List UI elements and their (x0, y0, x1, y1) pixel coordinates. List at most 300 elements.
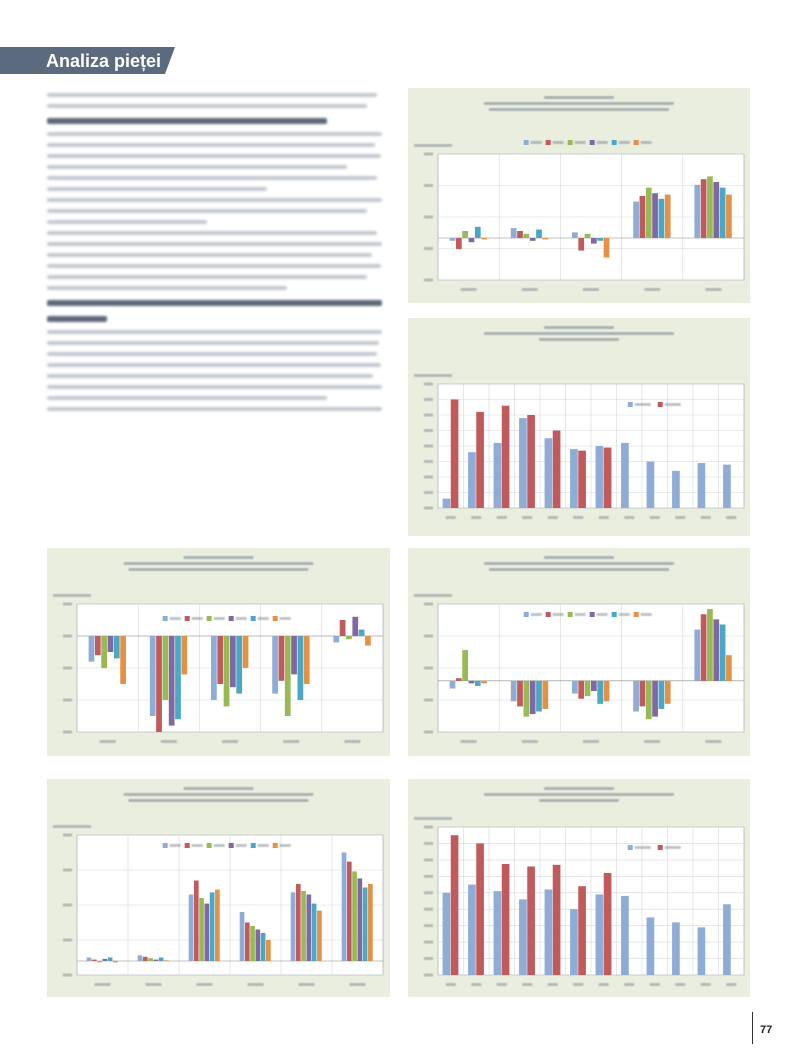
legend-swatch (163, 843, 168, 848)
body-text-column (47, 86, 387, 418)
bar (701, 179, 707, 238)
bar (652, 193, 658, 238)
chart-title-blur (484, 793, 674, 796)
chart-title-blur (129, 799, 309, 802)
unit-label-blur (414, 374, 452, 377)
bar (523, 681, 529, 717)
bar (154, 960, 159, 961)
bar (298, 636, 304, 700)
y-tick-label (63, 667, 72, 670)
bar (646, 681, 652, 719)
chart-title-blur (539, 338, 619, 341)
chart-1-svg (408, 88, 750, 303)
y-tick-label (424, 445, 433, 448)
legend-swatch (229, 843, 234, 848)
bar (720, 188, 726, 238)
bar (536, 230, 542, 238)
bar (365, 636, 371, 646)
x-tick-label (350, 983, 366, 986)
bar (707, 609, 713, 681)
legend-label (641, 613, 652, 616)
bar (585, 234, 591, 238)
bar (585, 681, 591, 696)
y-tick-label (424, 184, 433, 187)
x-tick-label (497, 516, 507, 519)
legend-swatch (634, 140, 639, 145)
bar (347, 862, 352, 961)
bar (553, 431, 561, 509)
y-tick-label (424, 429, 433, 432)
x-tick-label (146, 983, 162, 986)
legend-label (553, 613, 564, 616)
bar (665, 195, 671, 238)
bar (530, 681, 536, 714)
bar (363, 888, 368, 962)
unit-label-blur (53, 594, 91, 597)
bar (236, 636, 242, 694)
legend-label (619, 141, 630, 144)
bar (261, 933, 266, 961)
y-tick-label (424, 460, 433, 463)
x-tick-label (522, 740, 538, 743)
x-tick-label (446, 983, 456, 986)
unit-label-blur (53, 825, 91, 828)
bar (707, 176, 713, 238)
legend-swatch (207, 616, 212, 621)
bar (250, 926, 255, 961)
x-tick-label (644, 740, 660, 743)
bar (451, 835, 459, 975)
x-tick-label (573, 516, 583, 519)
bar (481, 238, 487, 239)
bar (333, 636, 339, 642)
bar (162, 636, 168, 700)
bar (621, 896, 629, 975)
x-tick-label (726, 516, 736, 519)
bar (578, 451, 586, 508)
bar (211, 636, 217, 700)
bar (317, 911, 322, 961)
x-tick-label (100, 740, 116, 743)
bar (217, 636, 223, 684)
bar (97, 961, 102, 962)
chart-title-blur (484, 102, 674, 105)
bar (646, 188, 652, 238)
bar (572, 681, 578, 694)
bar (597, 681, 603, 704)
bar (169, 636, 175, 726)
x-tick-label (675, 516, 685, 519)
bar (511, 681, 517, 701)
bar (159, 958, 164, 962)
bar (451, 400, 459, 509)
x-tick-label (573, 983, 583, 986)
y-tick-label (424, 491, 433, 494)
bar (698, 463, 706, 508)
x-tick-label (675, 983, 685, 986)
legend-swatch (658, 845, 663, 850)
y-tick-label (424, 279, 433, 282)
bar (224, 636, 230, 706)
legend-swatch (524, 140, 529, 145)
y-tick-label (424, 858, 433, 861)
bar (726, 195, 732, 238)
bar (150, 636, 156, 716)
legend-label (170, 844, 181, 847)
chart-panel-1 (408, 88, 750, 303)
legend-swatch (185, 616, 190, 621)
legend-label (214, 844, 225, 847)
legend-swatch (590, 140, 595, 145)
bar (726, 655, 732, 681)
bar (572, 232, 578, 238)
bar (694, 630, 700, 681)
bar (120, 636, 126, 684)
bar (542, 238, 548, 239)
bar (443, 893, 451, 975)
bar (194, 881, 199, 962)
bar (450, 681, 456, 689)
x-tick-label (161, 740, 177, 743)
legend-swatch (273, 616, 278, 621)
bar (205, 904, 210, 961)
bar (633, 202, 639, 238)
legend-label (635, 403, 651, 406)
bar (545, 438, 553, 508)
chart-3-svg (47, 548, 390, 756)
legend-swatch (207, 843, 212, 848)
y-tick-label (63, 603, 72, 606)
x-tick-label (497, 983, 507, 986)
bar (701, 614, 707, 681)
x-tick-label (583, 288, 599, 291)
y-tick-label (424, 842, 433, 845)
bar (352, 617, 358, 636)
x-tick-label (644, 288, 660, 291)
bar (494, 891, 502, 975)
bar (652, 681, 658, 717)
y-tick-label (424, 731, 433, 734)
legend-label (553, 141, 564, 144)
x-tick-label (461, 740, 477, 743)
bar (468, 885, 476, 975)
bar (672, 922, 680, 975)
chart-panel-6 (408, 779, 750, 997)
chart-title-blur (184, 556, 254, 559)
legend-swatch (612, 612, 617, 617)
chart-panel-5 (47, 779, 390, 997)
legend-swatch (524, 612, 529, 617)
bar (450, 238, 456, 241)
bar (698, 927, 706, 975)
y-tick-label (424, 699, 433, 702)
chart-4-svg (408, 548, 750, 756)
x-tick-label (522, 288, 538, 291)
y-tick-label (424, 974, 433, 977)
chart-title-blur (129, 568, 309, 571)
bar (469, 681, 475, 684)
bar (604, 448, 612, 508)
x-tick-label (701, 983, 711, 986)
chart-panel-3 (47, 548, 390, 756)
chart-2-svg (408, 318, 750, 536)
legend-label (170, 617, 181, 620)
bar (307, 895, 312, 962)
legend-swatch (658, 402, 663, 407)
legend-swatch (251, 616, 256, 621)
chart-title-blur (124, 562, 314, 565)
bar (723, 904, 731, 975)
legend-label (258, 617, 269, 620)
legend-swatch (634, 612, 639, 617)
bar (596, 894, 604, 975)
legend-swatch (612, 140, 617, 145)
x-tick-label (248, 983, 264, 986)
y-tick-label (63, 974, 72, 977)
bar (230, 636, 236, 687)
x-tick-label (705, 740, 721, 743)
x-tick-label (222, 740, 238, 743)
legend-swatch (251, 843, 256, 848)
bar (296, 884, 301, 961)
bar (519, 418, 527, 508)
x-tick-label (471, 983, 481, 986)
x-tick-label (344, 740, 360, 743)
bar (553, 865, 561, 975)
bar (312, 904, 317, 961)
bar (243, 636, 249, 668)
chart-title-blur (544, 787, 614, 790)
bar (164, 960, 169, 961)
bar (596, 446, 604, 508)
bar (723, 465, 731, 508)
legend-label (665, 403, 681, 406)
y-tick-label (424, 924, 433, 927)
legend-swatch (163, 616, 168, 621)
x-tick-label (599, 983, 609, 986)
chart-5-svg (47, 779, 390, 997)
bar (536, 681, 542, 712)
y-tick-label (63, 635, 72, 638)
x-tick-label (283, 740, 299, 743)
legend-swatch (628, 402, 633, 407)
x-tick-label (522, 983, 532, 986)
bar (462, 231, 468, 238)
y-tick-label (424, 476, 433, 479)
y-tick-label (63, 699, 72, 702)
bar (640, 196, 646, 238)
page-number: 77 (760, 1024, 773, 1036)
chart-title-blur (544, 96, 614, 99)
y-tick-label (424, 507, 433, 510)
chart-panel-2 (408, 318, 750, 536)
bar (113, 961, 118, 962)
bar (291, 892, 296, 961)
page-number-rule (752, 1012, 753, 1044)
x-tick-label (599, 516, 609, 519)
bar (108, 958, 113, 962)
bar (476, 843, 484, 975)
y-tick-label (424, 247, 433, 250)
legend-swatch (628, 845, 633, 850)
bar (89, 636, 95, 662)
y-tick-label (63, 904, 72, 907)
bar (304, 636, 310, 684)
y-tick-label (63, 834, 72, 837)
bar (713, 182, 719, 238)
legend-label (236, 617, 247, 620)
bar (443, 499, 451, 508)
legend-label (665, 846, 681, 849)
bar (272, 636, 278, 694)
bar (101, 636, 107, 668)
bar (475, 227, 481, 238)
chart-6-svg (408, 779, 750, 997)
x-tick-label (548, 516, 558, 519)
x-tick-label (726, 983, 736, 986)
x-tick-label (446, 516, 456, 519)
bar (266, 940, 271, 961)
bar (604, 873, 612, 975)
legend-swatch (546, 612, 551, 617)
bar (103, 959, 108, 961)
bar (527, 866, 535, 975)
unit-label-blur (414, 144, 452, 147)
x-tick-label (583, 740, 599, 743)
y-tick-label (424, 826, 433, 829)
y-tick-label (424, 383, 433, 386)
legend-label (192, 844, 203, 847)
bar (87, 958, 92, 962)
legend-label (635, 846, 651, 849)
bar (494, 443, 502, 508)
bar (578, 681, 584, 699)
x-tick-label (701, 516, 711, 519)
bar (156, 636, 162, 732)
y-tick-label (63, 869, 72, 872)
legend-label (575, 141, 586, 144)
bar (570, 449, 578, 508)
legend-swatch (568, 140, 573, 145)
bar (256, 930, 261, 962)
bar (519, 899, 527, 975)
bar (468, 452, 476, 508)
bar (245, 923, 250, 962)
bar (143, 957, 148, 961)
x-tick-label (650, 983, 660, 986)
bar (517, 681, 523, 707)
legend-label (575, 613, 586, 616)
bar (469, 238, 475, 242)
y-tick-label (424, 153, 433, 156)
x-tick-label (95, 983, 111, 986)
x-tick-label (624, 983, 634, 986)
bar (189, 895, 194, 962)
bar (694, 185, 700, 238)
legend-label (597, 141, 608, 144)
bar (279, 636, 285, 681)
bar (542, 681, 548, 709)
x-tick-label (471, 516, 481, 519)
bar (199, 898, 204, 961)
y-tick-label (424, 635, 433, 638)
bar (456, 238, 462, 249)
legend-swatch (568, 612, 573, 617)
bar (591, 681, 597, 691)
bar (511, 228, 517, 238)
bar (523, 234, 529, 238)
bar (672, 471, 680, 508)
legend-swatch (590, 612, 595, 617)
bar (659, 199, 665, 238)
y-tick-label (424, 875, 433, 878)
y-tick-label (424, 957, 433, 960)
chart-title-blur (484, 332, 674, 335)
chart-title-blur (544, 556, 614, 559)
y-tick-label (424, 667, 433, 670)
bar (456, 678, 462, 681)
section-title: Analiza pieței (46, 51, 162, 71)
bar (352, 871, 357, 961)
legend-label (531, 613, 542, 616)
bar (148, 958, 153, 961)
y-tick-label (63, 731, 72, 734)
bar (597, 238, 603, 241)
bar (240, 912, 245, 961)
legend-label (214, 617, 225, 620)
bar (342, 853, 347, 962)
legend-label (597, 613, 608, 616)
bar (502, 864, 510, 975)
chart-title-blur (489, 108, 669, 111)
x-tick-label (548, 983, 558, 986)
bar (530, 238, 536, 241)
chart-title-blur (489, 568, 669, 571)
legend-label (280, 617, 291, 620)
legend-label (192, 617, 203, 620)
bar (604, 681, 610, 701)
y-tick-label (424, 603, 433, 606)
bar (462, 650, 468, 681)
unit-label-blur (414, 817, 452, 820)
x-tick-label (650, 516, 660, 519)
bar (640, 681, 646, 707)
chart-title-blur (484, 562, 674, 565)
bar (647, 917, 655, 975)
legend-label (280, 844, 291, 847)
y-tick-label (424, 908, 433, 911)
x-tick-label (299, 983, 315, 986)
bar (108, 636, 114, 652)
y-tick-label (424, 891, 433, 894)
y-tick-label (424, 398, 433, 401)
x-tick-label (624, 516, 634, 519)
chart-title-blur (539, 799, 619, 802)
bar (578, 238, 584, 251)
bar (647, 462, 655, 509)
chart-panel-4 (408, 548, 750, 756)
bar (138, 955, 143, 961)
bar (359, 630, 365, 636)
bar (181, 636, 187, 674)
bar (545, 889, 553, 975)
legend-swatch (185, 843, 190, 848)
bar (633, 681, 639, 712)
chart-title-blur (544, 326, 614, 329)
legend-swatch (229, 616, 234, 621)
bar (527, 415, 535, 508)
bar (358, 878, 363, 961)
